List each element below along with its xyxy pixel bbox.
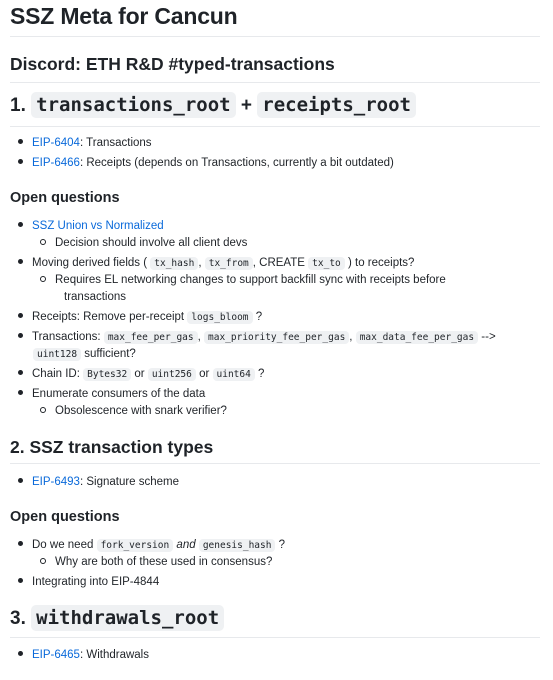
sub-item-text: Requires EL networking changes to support backfill sync with receipts before	[55, 274, 446, 286]
section-1-code-receipts-root: receipts_root	[257, 92, 416, 118]
list-item-eip-4844	[18, 574, 159, 591]
code-genesis-hash: genesis_hash	[199, 539, 276, 552]
code-logs-bloom: logs_bloom	[187, 311, 252, 324]
code-uint256: uint256	[148, 368, 196, 381]
section-1-code-transactions-root: transactions_root	[31, 92, 235, 118]
section-3-number: 3.	[10, 608, 26, 629]
eip-6466-link[interactable]: EIP-6466	[32, 157, 80, 169]
text: -->	[481, 331, 496, 343]
text: Enumerate consumers of the data	[32, 388, 206, 400]
bullet	[18, 139, 23, 144]
list-item-chain-id	[18, 366, 264, 383]
text: Transactions:	[32, 331, 101, 343]
list-item-eip-6466	[18, 155, 394, 172]
text: or	[199, 368, 210, 380]
text: ?	[258, 368, 265, 380]
code-tx-hash: tx_hash	[150, 257, 198, 270]
sub-bullet	[40, 407, 46, 413]
code-tx-to: tx_to	[308, 257, 345, 270]
text: ?	[255, 311, 263, 323]
eip-6465-link[interactable]: EIP-6465	[32, 649, 80, 661]
text: ?	[278, 539, 286, 551]
discord-heading: Discord: ETH R&D #typed-transactions	[10, 54, 335, 74]
section-2-rule	[10, 463, 540, 464]
list-item-eip-6493	[18, 474, 179, 491]
ssz-union-link[interactable]: SSZ Union vs Normalized	[32, 220, 164, 232]
sub-bullet	[40, 558, 46, 564]
code-max-data-fee-per-gas: max_data_fee_per_gas	[356, 331, 478, 344]
sub-item-consensus	[40, 554, 272, 571]
text: Chain ID:	[32, 368, 80, 380]
sub-item-networking	[40, 272, 446, 289]
section-3-heading	[10, 607, 224, 630]
list-item-ssz-union	[18, 218, 164, 235]
code-uint64: uint64	[213, 368, 255, 381]
list-item-eip-6404	[18, 135, 152, 152]
sub-bullet	[40, 239, 46, 245]
list-item-eip-6465	[18, 647, 149, 664]
section-1-rule	[10, 126, 540, 127]
bullet	[18, 651, 23, 656]
code-max-fee-per-gas: max_fee_per_gas	[104, 331, 198, 344]
bullet	[18, 478, 23, 483]
bullet	[18, 578, 23, 583]
bullet	[18, 313, 23, 318]
text: Do we need	[32, 539, 94, 551]
list-item-continuation	[33, 346, 136, 363]
bullet	[18, 159, 23, 164]
sub-item-snark	[40, 403, 227, 420]
text: ,	[198, 257, 202, 269]
page-title: SSZ Meta for Cancun	[10, 3, 238, 29]
eip-6404-link[interactable]: EIP-6404	[32, 137, 80, 149]
title-rule	[10, 36, 540, 37]
text: ,	[349, 331, 353, 343]
sub-item-text: Why are both of these used in consensus?	[55, 556, 273, 568]
code-bytes32: Bytes32	[83, 368, 131, 381]
code-max-priority-fee-per-gas: max_priority_fee_per_gas	[204, 331, 349, 344]
list-item-text: : Withdrawals	[79, 649, 149, 661]
bullet	[18, 541, 23, 546]
section-3-code-withdrawals-root: withdrawals_root	[31, 605, 224, 631]
sub-item-continuation: transactions	[64, 291, 127, 303]
list-item-enumerate	[18, 386, 205, 403]
list-item-derived-fields	[18, 255, 414, 272]
sub-item-text: Decision should involve all client devs	[55, 237, 248, 249]
eip-6493-link[interactable]: EIP-6493	[32, 476, 80, 488]
bullet	[18, 259, 23, 264]
list-item-fee-fields	[18, 329, 496, 346]
open-questions-heading-2: Open questions	[10, 509, 120, 525]
text: or	[134, 368, 145, 380]
text: and	[176, 539, 196, 551]
section-1-number: 1.	[10, 95, 26, 116]
list-item-text: : Receipts (depends on Transactions, currently a bit outdated)	[79, 157, 394, 169]
code-uint128: uint128	[33, 348, 81, 361]
list-item-text: : Transactions	[79, 137, 152, 149]
bullet	[18, 222, 23, 227]
sub-item-text: Obsolescence with snark verifier?	[55, 405, 227, 417]
text: , CREATE	[252, 257, 305, 269]
list-item-fork-version	[18, 537, 285, 554]
text: Receipts: Remove per-receipt	[32, 311, 185, 323]
section-1-plus: +	[240, 95, 252, 116]
list-item-text: : Signature scheme	[79, 476, 180, 488]
text: sufficient?	[84, 348, 136, 360]
bullet	[18, 333, 23, 338]
code-tx-from: tx_from	[205, 257, 253, 270]
text: Integrating into EIP-4844	[32, 576, 160, 588]
text: Moving derived fields (	[32, 257, 148, 269]
code-fork-version: fork_version	[97, 539, 174, 552]
sub-bullet	[40, 276, 46, 282]
bullet	[18, 390, 23, 395]
section-2-heading: 2. SSZ transaction types	[10, 437, 214, 457]
bullet	[18, 370, 23, 375]
sub-item-decision	[40, 235, 247, 252]
text: ,	[197, 331, 201, 343]
text: ) to receipts?	[347, 257, 415, 269]
section-1-heading	[10, 94, 416, 117]
open-questions-heading-1: Open questions	[10, 190, 120, 206]
list-item-logs-bloom	[18, 309, 262, 326]
discord-rule	[10, 82, 540, 83]
section-3-rule	[10, 637, 540, 638]
